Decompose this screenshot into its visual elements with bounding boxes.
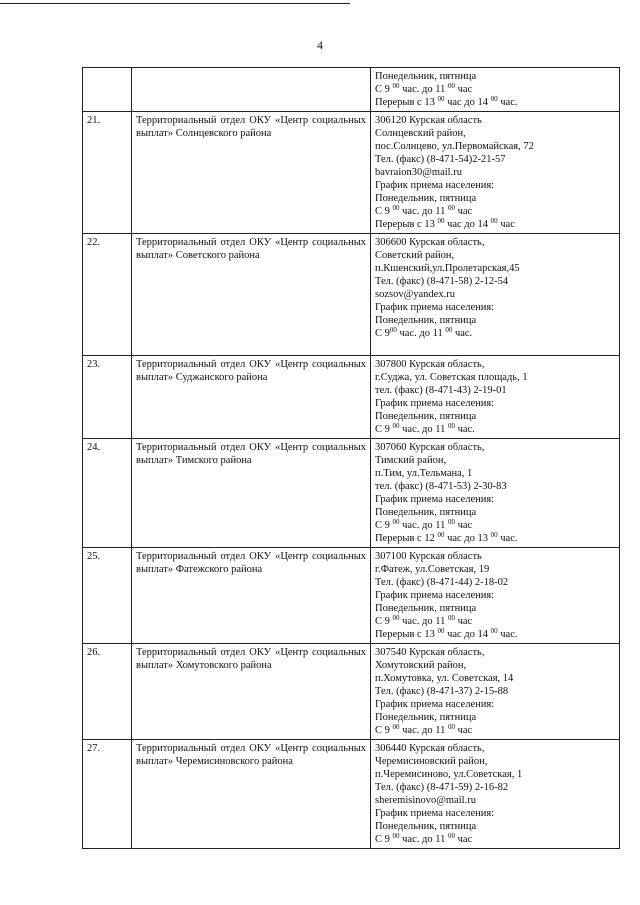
time-minutes-superscript: 00 [392,614,400,622]
contact-text: час. до 11 [399,84,448,95]
contact-text: час [454,725,473,736]
contact-line [375,70,615,83]
contact-text: п.Тим, ул.Тельмана, 1 [375,468,473,479]
contact-text: График приема населения: [375,180,495,191]
time-minutes-superscript: 00 [437,627,445,635]
contact-text: 307540 Курская область, [375,647,485,658]
contact-line [375,192,615,205]
time-minutes-superscript: 00 [447,723,455,731]
contact-line [375,550,615,563]
contact-line [375,576,615,589]
contact-text: Солнцевский район, [375,128,466,139]
office-name-cell [132,356,371,439]
office-name: Территориальный отдел ОКУ «Центр социальных выплат» Тимского района [136,442,366,466]
contact-line [375,114,615,127]
time-minutes-superscript: 00 [447,82,455,90]
contact-text: час. [497,97,518,108]
row-number: 25. [87,551,101,562]
contact-text: Понедельник, пятница [375,507,477,518]
contact-text: sheremisinovo@mail.ru [375,795,476,806]
office-contact-cell [371,356,620,439]
contact-text: 307100 Курская область [375,551,482,562]
contact-text: Перерыв с 12 [375,533,438,544]
time-minutes-superscript: 00 [437,217,445,225]
contact-line [375,423,615,436]
contact-line [375,454,615,467]
contact-line [375,781,615,794]
office-name-cell [132,740,371,849]
office-contact-cell [371,548,620,644]
contact-text: Тел. (факс) (8-471-37) 2-15-88 [375,686,509,697]
contact-text: час до 14 [444,97,491,108]
contact-text: п.Кшенский,ул.Пролетарская,45 [375,263,520,274]
row-number-cell [83,740,132,849]
contact-text: Тел. (факс) (8-471-59) 2-16-82 [375,782,509,793]
contact-text: 306120 Курская область [375,115,482,126]
contact-text: Хомутовский район, [375,660,467,671]
contact-text: 307060 Курская область, [375,442,485,453]
contact-line [375,314,615,327]
row-number-cell [83,356,132,439]
contact-text: Понедельник, пятница [375,411,477,422]
office-contact-cell [371,68,620,112]
page-number: 4 [317,38,323,52]
row-number: 23. [87,359,101,370]
contact-text: час до 14 [444,219,491,230]
contact-line [375,96,615,109]
time-minutes-superscript: 00 [490,531,498,539]
contact-text: час [454,206,473,217]
table-row [83,112,620,234]
contact-text: Тел. (факс) (8-471-58) 2-12-54 [375,276,509,287]
row-number-cell [83,548,132,644]
contact-text: Тел. (факс) (8-471-44) 2-18-02 [375,577,509,588]
contact-text: График приема населения: [375,808,495,819]
time-minutes-superscript: 00 [392,832,400,840]
time-minutes-superscript: 00 [437,531,445,539]
contact-text: График приема населения: [375,590,495,601]
office-name: Территориальный отдел ОКУ «Центр социальных выплат» Хомутовского района [136,647,366,671]
time-minutes-superscript: 00 [490,217,498,225]
contact-text: г.Фатеж, ул.Советская, 19 [375,564,490,575]
time-minutes-superscript: 00 [392,204,400,212]
time-minutes-superscript: 00 [447,518,455,526]
contact-line [375,602,615,615]
contact-line [375,327,615,340]
contact-text: час [454,834,473,845]
time-minutes-superscript: 00 [392,82,400,90]
contact-text: С 9 [375,616,393,627]
office-name: Территориальный отдел ОКУ «Центр социальных выплат» Суджанского района [136,359,366,383]
contact-text: час. до 11 [399,725,448,736]
office-name: Территориальный отдел ОКУ «Центр социальных выплат» Советского района [136,237,366,261]
contact-line [375,410,615,423]
contact-line [375,340,615,353]
contact-line [375,589,615,602]
contact-text: Перерыв с 13 [375,97,438,108]
office-name: Территориальный отдел ОКУ «Центр социальных выплат» Черемисиновского района [136,743,366,767]
time-minutes-superscript: 00 [447,614,455,622]
contact-line [375,153,615,166]
table-body [83,68,620,849]
contact-text: час до 14 [444,629,491,640]
office-name-cell [132,439,371,548]
contact-line [375,236,615,249]
contact-line [375,397,615,410]
contact-text: п.Черемисиново, ул.Советская, 1 [375,769,523,780]
contact-text: час до 13 [444,533,491,544]
contact-text: час. до 11 [399,834,448,845]
contact-text: График приема населения: [375,398,495,409]
contact-line [375,833,615,846]
contact-text: Советский район, [375,250,455,261]
time-minutes-superscript: 00 [392,518,400,526]
contact-text: С 9 [375,84,393,95]
row-number: 26. [87,647,101,658]
offices-table [82,67,620,849]
contact-text: Понедельник, пятница [375,315,477,326]
contact-line [375,218,615,231]
contact-text: час [497,219,515,230]
contact-line [375,820,615,833]
office-name-cell [132,68,371,112]
contact-line [375,563,615,576]
contact-text: График приема населения: [375,699,495,710]
row-number-cell [83,644,132,740]
contact-line [375,358,615,371]
office-contact-cell [371,439,620,548]
office-contact-cell [371,112,620,234]
contact-text: sozsov@yandex.ru [375,289,455,300]
contact-line [375,628,615,641]
time-minutes-superscript: 00 [392,422,400,430]
office-name-cell [132,644,371,740]
time-minutes-superscript: 00 [490,95,498,103]
contact-line [375,249,615,262]
time-minutes-superscript: 00 [447,422,455,430]
top-divider-line [0,3,350,4]
contact-line [375,467,615,480]
contact-line [375,532,615,545]
row-number-cell [83,68,132,112]
contact-text: С 9 [375,520,393,531]
contact-line [375,275,615,288]
contact-text: час. до 11 [396,328,446,339]
contact-text: С 9 [375,834,393,845]
contact-line [375,140,615,153]
contact-line [375,755,615,768]
contact-text: Понедельник, пятница [375,603,477,614]
contact-text: С 9 [375,725,393,736]
office-name-cell [132,234,371,356]
contact-line [375,794,615,807]
table-row [83,356,620,439]
contact-line [375,659,615,672]
table-row [83,548,620,644]
contact-text: Перерыв с 13 [375,629,438,640]
time-minutes-superscript: 00 [392,723,400,731]
contact-line [375,371,615,384]
contact-text: час. [497,629,518,640]
row-number-cell [83,234,132,356]
contact-text: Тимский район, [375,455,447,466]
contact-text: Понедельник, пятница [375,193,477,204]
office-name-cell [132,548,371,644]
row-number: 22. [87,237,101,248]
contact-text: час. [452,328,473,339]
contact-text: Понедельник, пятница [375,712,477,723]
contact-text: Перерыв с 13 [375,219,438,230]
table-row [83,68,620,112]
table-row [83,439,620,548]
contact-text: час. [454,424,475,435]
contact-line [375,807,615,820]
contact-line [375,127,615,140]
contact-line [375,672,615,685]
contact-text: час. [497,533,518,544]
time-minutes-superscript: 00 [490,627,498,635]
contact-line [375,711,615,724]
contact-text: п.Хомутовка, ул. Советская, 14 [375,673,514,684]
contact-line [375,506,615,519]
contact-line [375,179,615,192]
contact-text: График приема населения: [375,494,495,505]
contact-line [375,441,615,454]
contact-text: 307800 Курская область, [375,359,485,370]
office-contact-cell [371,234,620,356]
office-contact-cell [371,740,620,849]
contact-line [375,742,615,755]
table-row [83,234,620,356]
contact-text: час. до 11 [399,616,448,627]
contact-text: час [454,84,473,95]
contact-line [375,685,615,698]
row-number: 21. [87,115,101,126]
contact-line [375,646,615,659]
contact-line [375,724,615,737]
contact-text: С 9 [375,328,390,339]
row-number-cell [83,439,132,548]
row-number: 24. [87,442,101,453]
contact-text: График приема населения: [375,302,495,313]
office-name: Территориальный отдел ОКУ «Центр социальных выплат» Солнцевского района [136,115,366,139]
contact-text: Понедельник, пятница [375,821,477,832]
office-name: Территориальный отдел ОКУ «Центр социальных выплат» Фатежского района [136,551,366,575]
contact-text: час [454,616,473,627]
contact-line [375,262,615,275]
contact-text: С 9 [375,424,393,435]
contact-text: час. до 11 [399,520,448,531]
contact-line [375,384,615,397]
contact-text: bavraion30@mail.ru [375,167,462,178]
contact-text: 306440 Курская область, [375,743,485,754]
time-minutes-superscript: 00 [447,204,455,212]
contact-line [375,166,615,179]
contact-line [375,698,615,711]
contact-line [375,288,615,301]
contact-text: г.Суджа, ул. Советская площадь, 1 [375,372,528,383]
contact-text: час [454,520,473,531]
contact-text: час. до 11 [399,206,448,217]
contact-line [375,480,615,493]
time-minutes-superscript: 00 [389,326,397,334]
office-contact-cell [371,644,620,740]
row-number-cell [83,112,132,234]
contact-line [375,493,615,506]
time-minutes-superscript: 00 [445,326,453,334]
office-name-cell [132,112,371,234]
contact-text: Черемисиновский район, [375,756,488,767]
table-row [83,644,620,740]
contact-line [375,768,615,781]
contact-text: С 9 [375,206,393,217]
table-row [83,740,620,849]
time-minutes-superscript: 00 [447,832,455,840]
contact-text: пос.Солнцево, ул.Первомайская, 72 [375,141,534,152]
time-minutes-superscript: 00 [437,95,445,103]
contact-text: 306600 Курская область, [375,237,485,248]
contact-text: тел. (факс) (8-471-53) 2-30-83 [375,481,507,492]
contact-text: Понедельник, пятница [375,71,477,82]
contact-text: Тел. (факс) (8-471-54)2-21-57 [375,154,506,165]
contact-line [375,301,615,314]
row-number: 27. [87,743,101,754]
contact-text: час. до 11 [399,424,448,435]
contact-text: тел. (факс) (8-471-43) 2-19-01 [375,385,507,396]
